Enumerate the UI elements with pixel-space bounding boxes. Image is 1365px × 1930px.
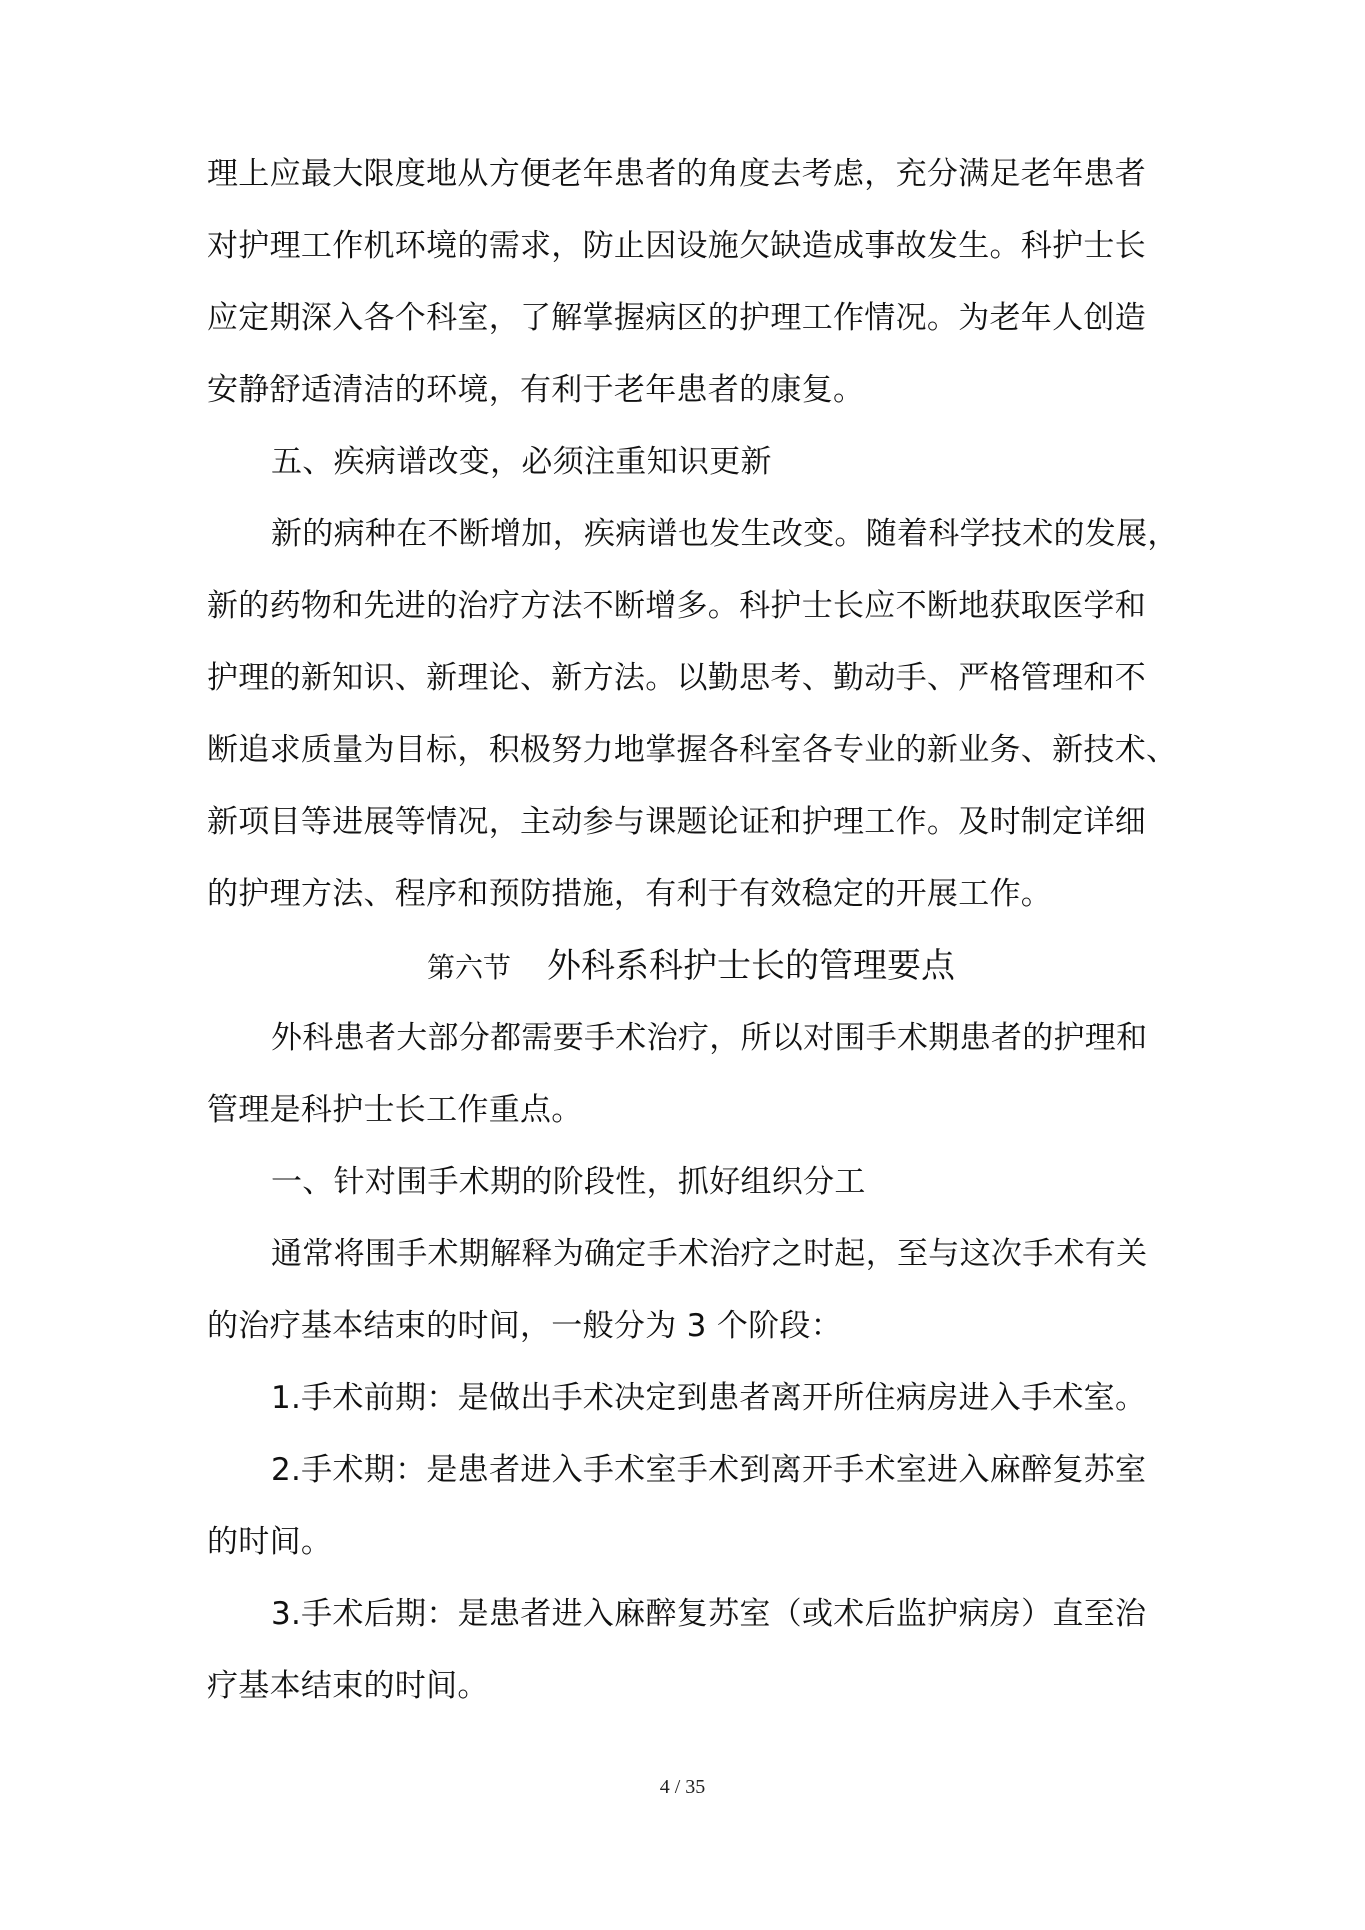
paragraph-block-2 [207, 1002, 1177, 1722]
text-line: 应定期深入各个科室，了解掌握病区的护理工作情况。为老年人创造 [207, 300, 1146, 336]
text-line: 1.手术前期：是做出手术决定到患者离开所住病房进入手术室。 [271, 1380, 1147, 1416]
section-number: 第六节 [427, 951, 512, 984]
page-number: 4 / 35 [659, 1776, 706, 1798]
text-line: 护理的新知识、新理论、新方法。以勤思考、勤动手、严格管理和不 [207, 660, 1146, 696]
section-heading [207, 930, 1177, 1002]
text-line: 3.手术后期：是患者进入麻醉复苏室（或术后监护病房）直至治 [271, 1596, 1147, 1632]
text-line: 断追求质量为目标，积极努力地掌握各科室各专业的新业务、新技术、 [207, 732, 1178, 768]
text-line: 管理是科护士长工作重点。 [207, 1092, 583, 1128]
paragraph-block-1 [207, 138, 1177, 930]
text-line: 安静舒适清洁的环境，有利于老年患者的康复。 [207, 372, 865, 408]
text-line: 通常将围手术期解释为确定手术治疗之时起，至与这次手术有关 [271, 1236, 1148, 1272]
text-line: 对护理工作机环境的需求，防止因设施欠缺造成事故发生。科护士长 [207, 228, 1146, 264]
text-line: 新的病种在不断增加，疾病谱也发生改变。随着科学技术的发展， [271, 516, 1179, 552]
text-line: 的治疗基本结束的时间，一般分为 3 个阶段： [207, 1308, 843, 1344]
text-line: 2.手术期：是患者进入手术室手术到离开手术室进入麻醉复苏室 [271, 1452, 1147, 1488]
text-line: 新的药物和先进的治疗方法不断增多。科护士长应不断地获取医学和 [207, 588, 1146, 624]
text-line: 一、针对围手术期的阶段性，抓好组织分工 [271, 1164, 866, 1200]
text-line: 理上应最大限度地从方便老年患者的角度去考虑，充分满足老年患者 [207, 156, 1146, 192]
section-title-text: 外科系科护士长的管理要点 [547, 946, 956, 986]
document-body [207, 138, 1177, 1722]
text-line: 新项目等进展等情况，主动参与课题论证和护理工作。及时制定详细 [207, 804, 1146, 840]
text-line: 五、疾病谱改变，必须注重知识更新 [271, 444, 772, 480]
text-line: 外科患者大部分都需要手术治疗，所以对围手术期患者的护理和 [271, 1020, 1148, 1056]
text-line: 的时间。 [207, 1524, 333, 1560]
text-line: 的护理方法、程序和预防措施，有利于有效稳定的开展工作。 [207, 876, 1053, 912]
text-line: 疗基本结束的时间。 [207, 1668, 489, 1704]
